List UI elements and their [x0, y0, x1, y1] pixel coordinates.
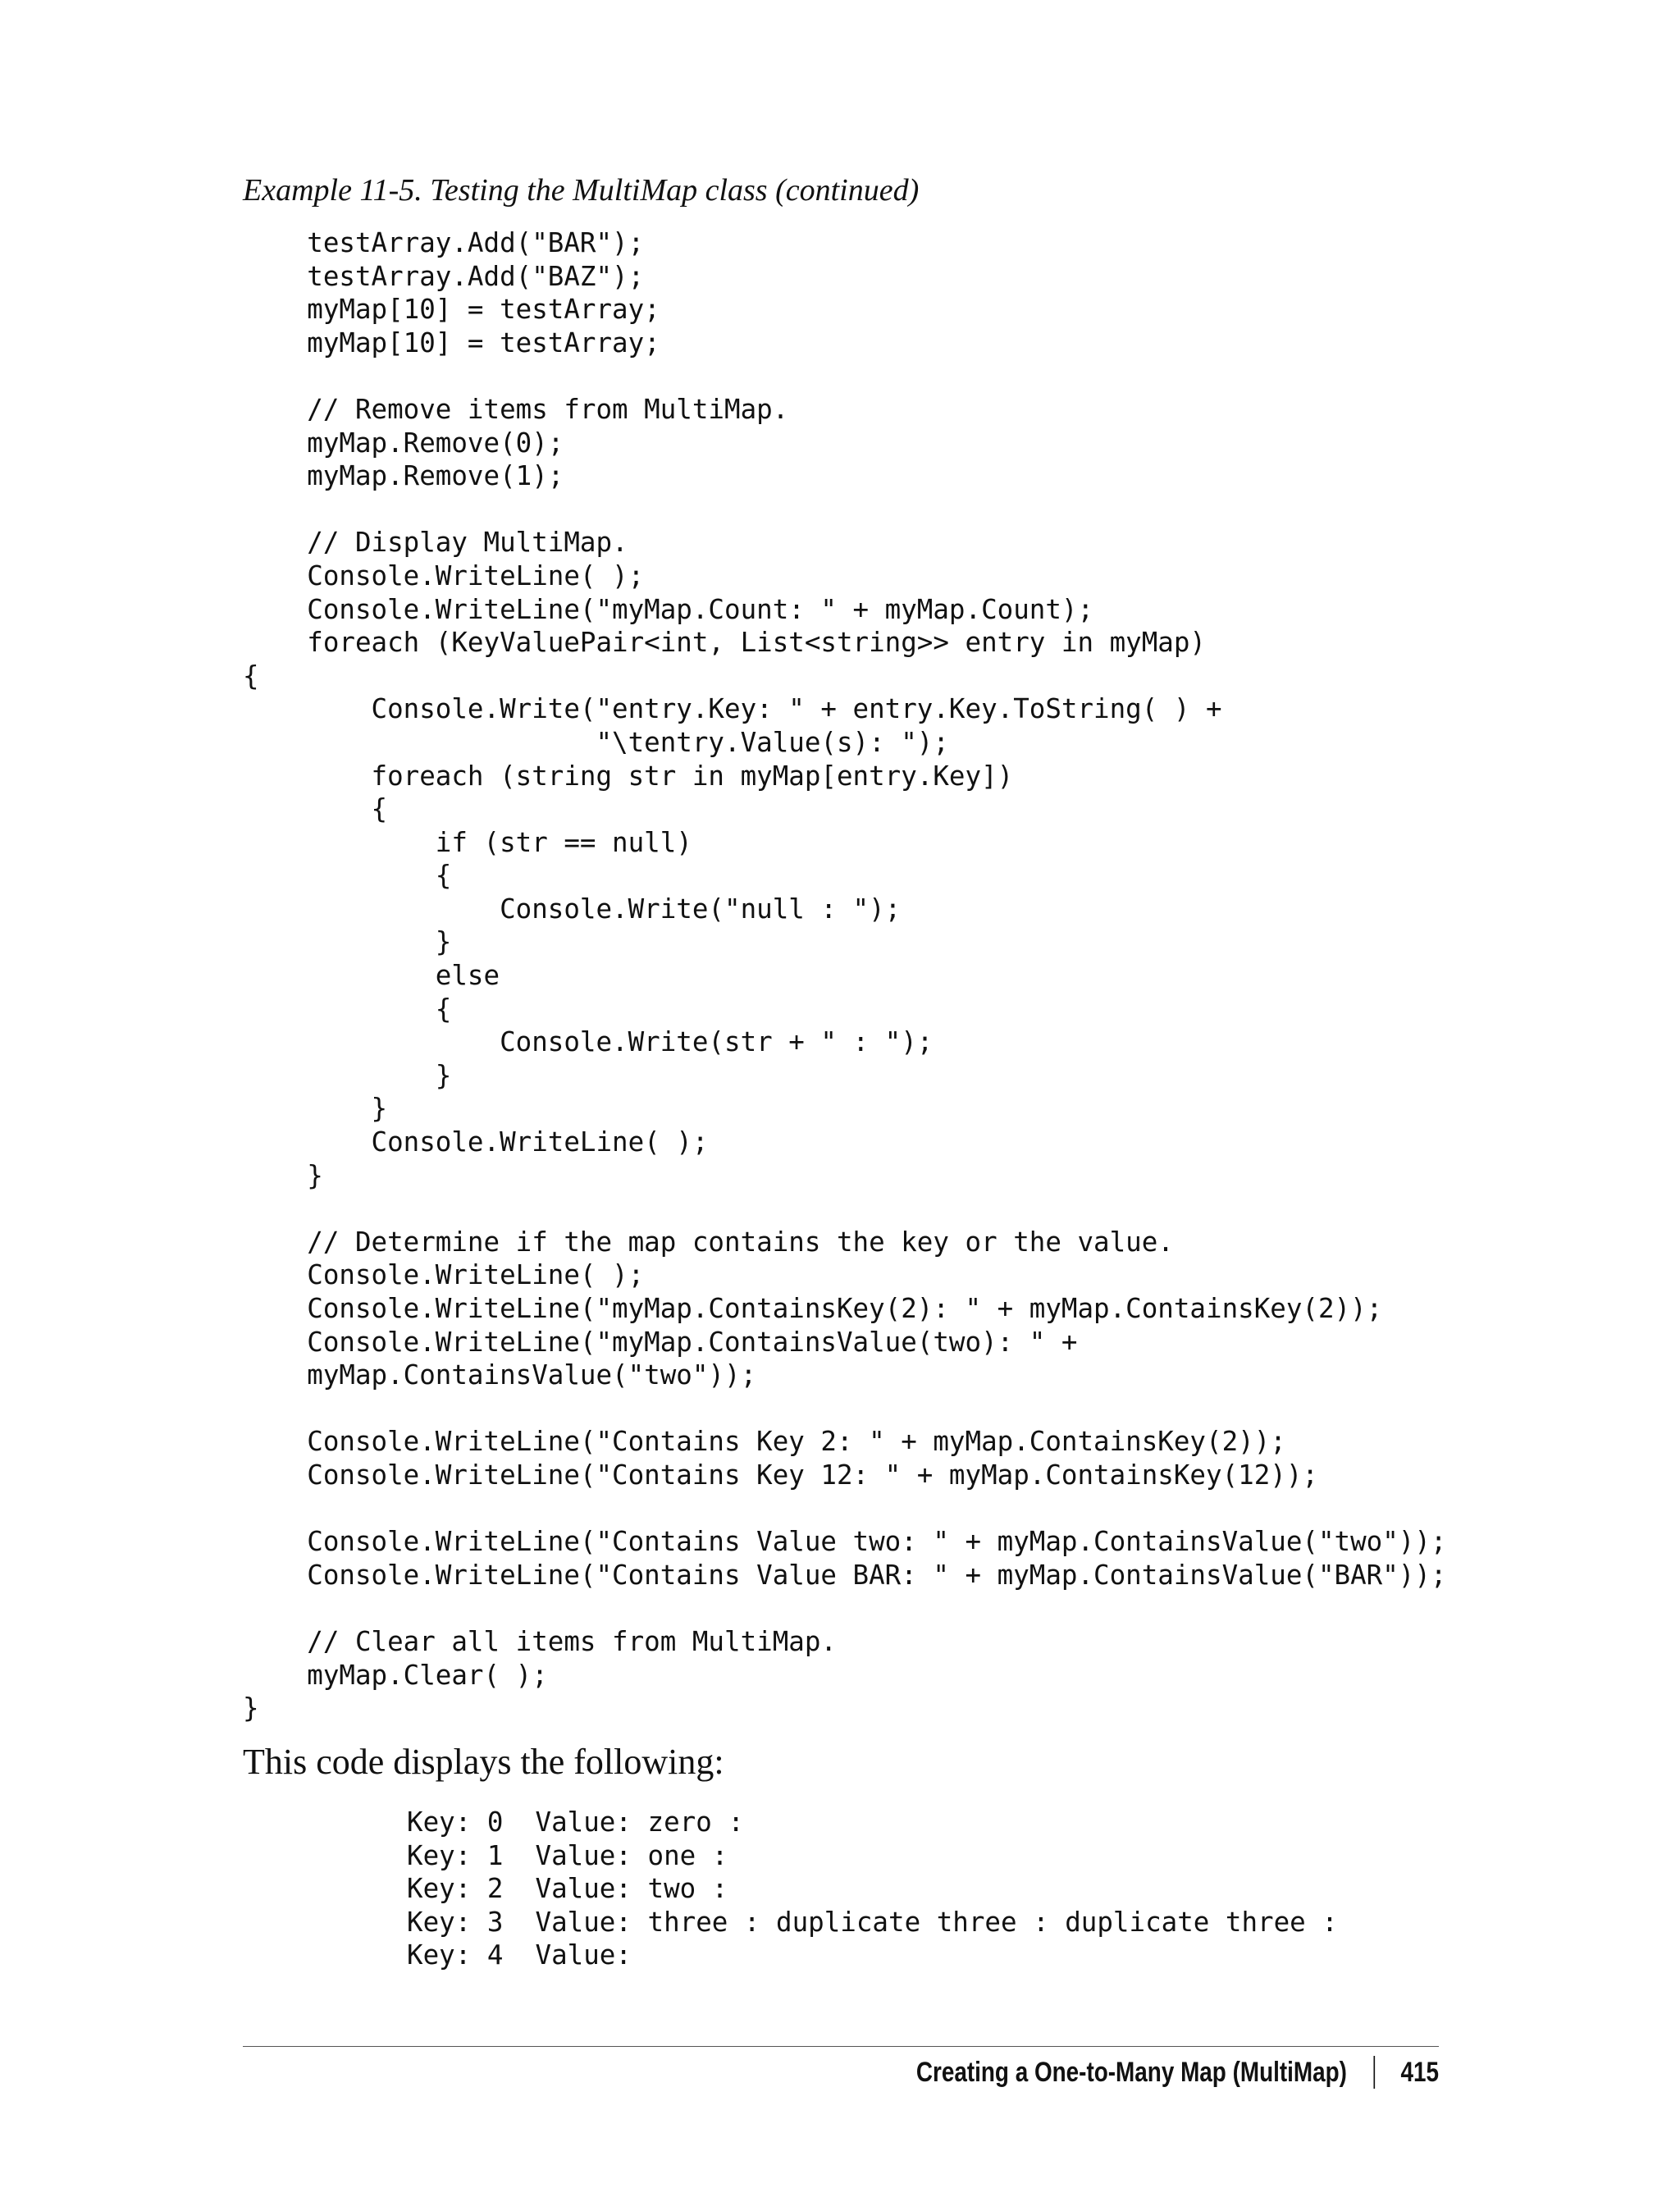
code-line: Console.WriteLine("Contains Key 2: " + myMap.ContainsKey(2));	[243, 1426, 1286, 1458]
code-line: // Remove items from MultiMap.	[243, 393, 789, 425]
output-line: Key: 2 Value: two :	[407, 1873, 728, 1905]
code-line: }	[243, 1159, 323, 1191]
code-line: foreach (KeyValuePair<int, List<string>> entry in myMap)	[243, 627, 1206, 659]
code-line: }	[243, 1692, 259, 1724]
code-line: Console.WriteLine("myMap.ContainsValue(two): " +	[243, 1326, 1078, 1358]
code-line: Console.Write(str + " : ");	[243, 1026, 934, 1058]
code-line: {	[243, 860, 452, 892]
code-listing	[243, 226, 1447, 1725]
output-line: Key: 3 Value: three : duplicate three : duplicate three :	[407, 1906, 1338, 1938]
program-output	[407, 1806, 1338, 1972]
code-line: else	[243, 960, 500, 992]
code-line: Console.WriteLine( );	[243, 1126, 709, 1158]
body-paragraph: This code displays the following:	[243, 1742, 724, 1782]
code-line: Console.WriteLine("Contains Value BAR: " + myMap.ContainsValue("BAR"));	[243, 1559, 1447, 1591]
code-line: foreach (string str in myMap[entry.Key])	[243, 760, 1014, 792]
code-line: myMap[10] = testArray;	[243, 294, 660, 326]
code-line: {	[243, 793, 388, 825]
code-line: Console.WriteLine("Contains Value two: " + myMap.ContainsValue("two"));	[243, 1526, 1447, 1558]
code-line: myMap.Remove(0);	[243, 427, 564, 459]
page-footer	[916, 2054, 1439, 2090]
code-line: }	[243, 1093, 388, 1125]
code-line: Console.WriteLine( );	[243, 559, 645, 591]
running-section-title: Creating a One-to-Many Map (MultiMap)	[915, 2057, 1347, 2088]
code-line: myMap.Clear( );	[243, 1659, 548, 1691]
code-line: Console.Write("null : ");	[243, 893, 902, 925]
code-line: Console.WriteLine("Contains Key 12: " + myMap.ContainsKey(12));	[243, 1459, 1318, 1491]
output-line: Key: 4 Value:	[407, 1939, 632, 1971]
code-line: Console.WriteLine( );	[243, 1259, 645, 1291]
code-line: Console.WriteLine("myMap.ContainsKey(2): " + myMap.ContainsKey(2));	[243, 1293, 1383, 1324]
code-line: Console.WriteLine("myMap.Count: " + myMap.Count);	[243, 593, 1094, 625]
code-line: Console.Write("entry.Key: " + entry.Key.ToString( ) +	[243, 693, 1222, 725]
code-line: // Display MultiMap.	[243, 527, 628, 559]
code-line: "\tentry.Value(s): ");	[243, 726, 949, 758]
code-line: {	[243, 660, 259, 692]
output-line: Key: 0 Value: zero :	[407, 1806, 744, 1838]
code-line: testArray.Add("BAZ");	[243, 260, 645, 292]
code-line: if (str == null)	[243, 826, 692, 858]
code-line: testArray.Add("BAR");	[243, 227, 645, 258]
code-line: myMap[10] = testArray;	[243, 327, 660, 359]
page-number: 415	[1400, 2057, 1439, 2088]
code-line: }	[243, 1059, 452, 1091]
output-line: Key: 1 Value: one :	[407, 1839, 728, 1871]
code-line: myMap.ContainsValue("two"));	[243, 1359, 757, 1391]
footer-separator	[1374, 2056, 1376, 2089]
code-line: {	[243, 993, 452, 1025]
footer-divider	[243, 2046, 1439, 2047]
code-line: myMap.Remove(1);	[243, 460, 564, 492]
example-caption: Example 11-5. Testing the MultiMap class (continued)	[243, 173, 920, 208]
code-line: // Determine if the map contains the key or the value.	[243, 1226, 1174, 1258]
code-line: }	[243, 926, 452, 958]
code-line: // Clear all items from MultiMap.	[243, 1625, 837, 1657]
